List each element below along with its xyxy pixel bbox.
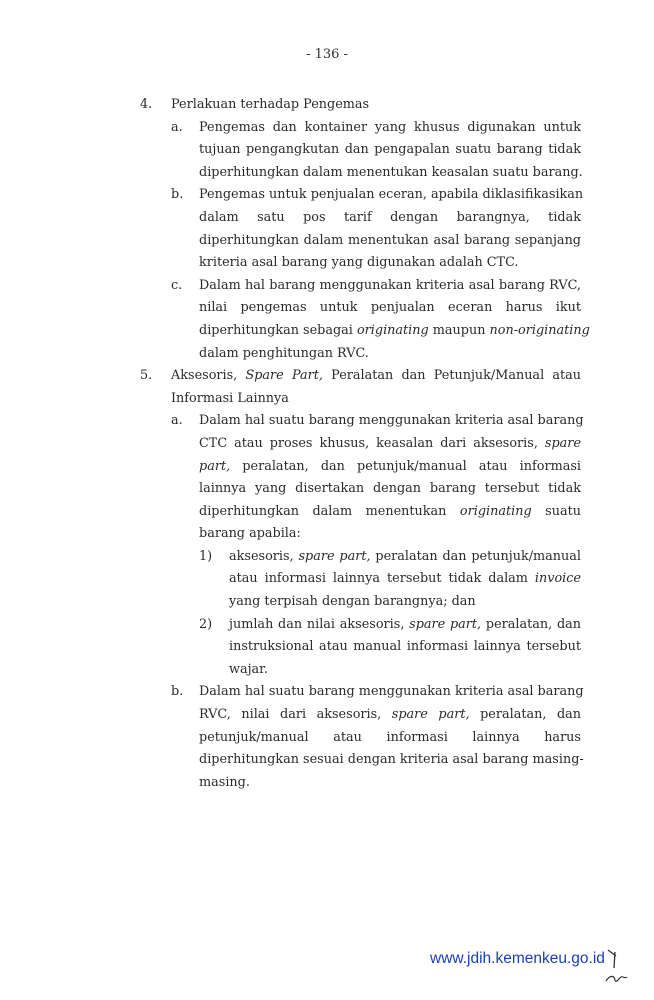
subsection-4c — [0, 275, 654, 365]
subsection-4b — [0, 184, 654, 274]
subsection-letter: b. — [171, 684, 184, 700]
paraf-initial-icon — [604, 972, 628, 986]
subsection-letter: c. — [171, 277, 183, 293]
subsection-5a — [0, 410, 654, 681]
subsection-4a — [0, 117, 654, 185]
section-4 — [0, 94, 654, 365]
section-number: 4. — [140, 97, 153, 112]
footer-website-link[interactable]: www.jdih.kemenkeu.go.id — [430, 950, 605, 967]
point-number: 2) — [199, 616, 213, 632]
paragraph: Dalam hal barang menggunakan kriteria asal barang RVC, nilai pengemas untuk penjualan eceran harus ikut diperhitungkan sebagai originating maupun non-originating dalam penghitungan RVC. — [199, 277, 590, 361]
page-number: - 136 - — [306, 47, 348, 62]
paragraph: Pengemas dan kontainer yang khusus digunakan untuk tujuan pengangkutan dan pengapalan suatu barang tidak diperhitungkan dalam menentukan keasalan suatu barang. — [199, 119, 583, 180]
section-5 — [0, 365, 654, 794]
section-title: Aksesoris, Spare Part, Peralatan dan Petunjuk/Manual atau Informasi Lainnya — [171, 368, 582, 406]
signature-mark-icon — [605, 948, 621, 970]
point-1 — [0, 546, 654, 614]
paragraph: aksesoris, spare part, peralatan dan petunjuk/manual atau informasi lainnya tersebut tidak dalam invoice yang terpisah dengan barangnya; dan — [229, 548, 581, 610]
paragraph: Pengemas untuk penjualan eceran, apabila diklasifikasikan dalam satu pos tarif dengan barangnya, tidak diperhitungkan dalam menentukan asal barang sepanjang kriteria asal barang yang digunakan adalah CTC. — [199, 187, 584, 271]
subsection-5b — [0, 681, 654, 794]
paragraph: Dalam hal suatu barang menggunakan kriteria asal barang CTC atau proses khusus, keasalan dari aksesoris, spare part, peralatan, dan petunjuk/manual atau informasi lainnya yang disertakan dengan barang tersebut tidak diperhitungkan dalam menentukan originating suatu barang apabila: — [199, 413, 584, 542]
point-2 — [0, 614, 654, 682]
section-title: Perlakuan terhadap Pengemas — [171, 97, 370, 112]
point-number: 1) — [199, 548, 213, 564]
paragraph: Dalam hal suatu barang menggunakan kriteria asal barang RVC, nilai dari aksesoris, spare part, peralatan, dan petunjuk/manual atau informasi lainnya harus diperhitungkan sesuai dengan kriteria asal barang masing- masing. — [199, 684, 584, 790]
document-body — [0, 94, 654, 794]
subsection-letter: a. — [171, 119, 183, 135]
subsection-letter: a. — [171, 413, 183, 429]
paragraph: jumlah dan nilai aksesoris, spare part, peralatan, dan instruksional atau manual informasi lainnya tersebut wajar. — [229, 616, 582, 677]
section-number: 5. — [140, 368, 153, 384]
subsection-letter: b. — [171, 187, 184, 203]
line: dalam satu pos tarif dengan barangnya, tidak — [199, 209, 581, 225]
